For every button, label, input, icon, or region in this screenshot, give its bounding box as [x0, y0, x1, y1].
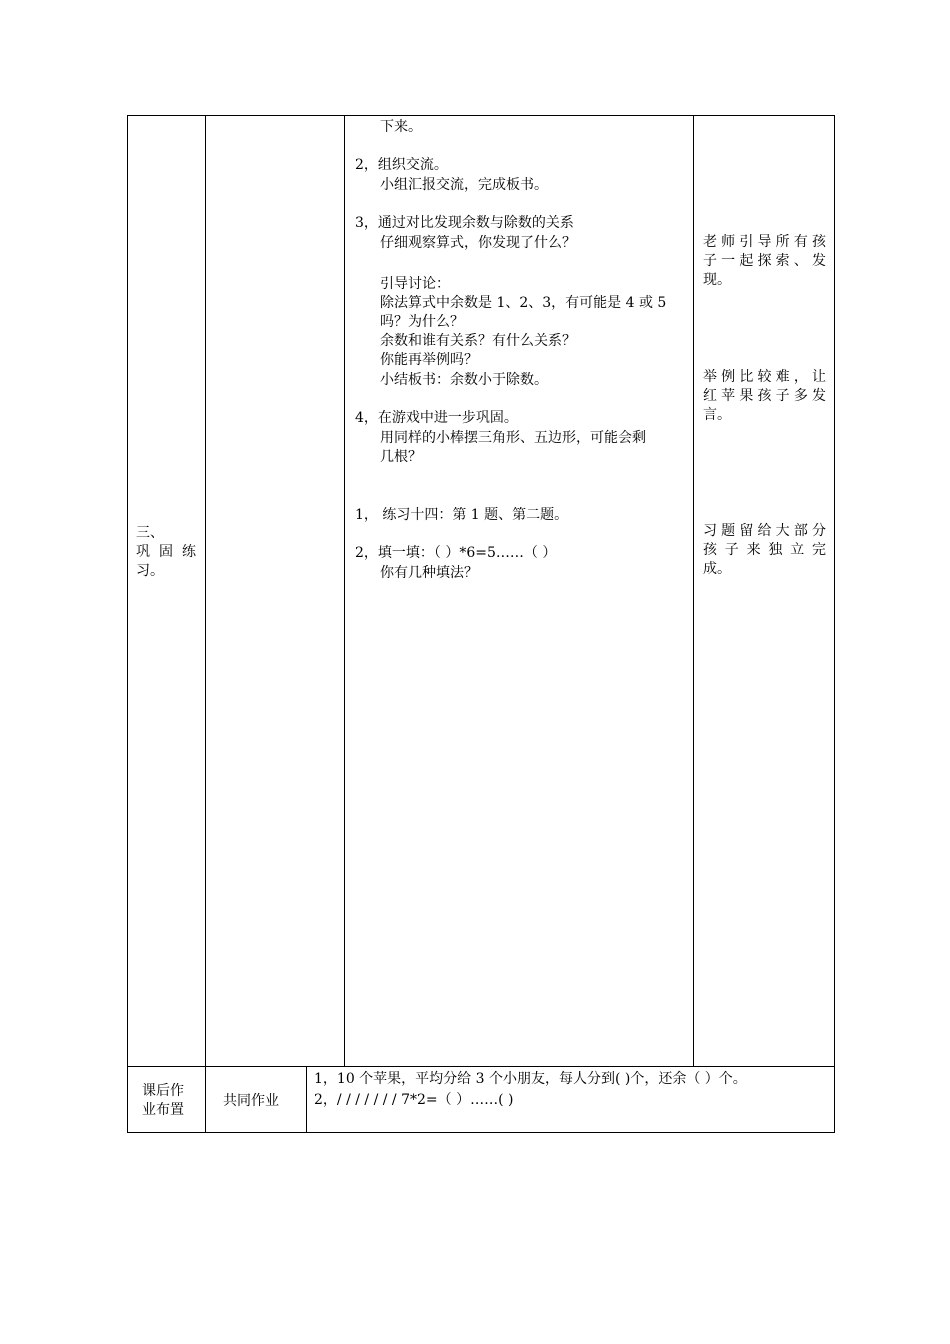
row-divider: [127, 1066, 835, 1067]
note-line: 红苹果孩子多发: [703, 388, 826, 404]
note-line: 老师引导所有孩: [703, 234, 826, 250]
main-line: 除法算式中余数是 1、2、3，有可能是 4 或 5: [380, 295, 667, 311]
homework-line: 2，/ / / / / / / 7*2=（ ）……( ): [314, 1092, 514, 1108]
border-left: [127, 115, 128, 1133]
note-line: 举例比较难，让: [703, 369, 826, 385]
section-label: 习。: [136, 563, 164, 579]
main-line: 4，在游戏中进一步巩固。: [355, 410, 518, 426]
note-line: 现。: [703, 272, 731, 288]
section-label: 三、: [136, 525, 164, 541]
main-line: 下来。: [380, 119, 422, 135]
main-line: 小结板书：余数小于除数。: [380, 372, 548, 388]
main-line: 仔细观察算式，你发现了什么？: [380, 235, 576, 251]
note-line: 成。: [703, 561, 731, 577]
note-line: 孩子来独立完: [703, 542, 826, 558]
column-divider-homework: [306, 1067, 307, 1133]
border-right: [834, 115, 835, 1133]
main-line: 3，通过对比发现余数与除数的关系: [355, 215, 574, 231]
column-divider-2: [344, 115, 345, 1067]
homework-line: 1，10 个苹果，平均分给 3 个小朋友，每人分到( )个，还余（ ）个。: [314, 1071, 747, 1087]
main-line: 用同样的小棒摆三角形、五边形，可能会剩: [380, 430, 646, 446]
main-line: 几根？: [380, 449, 422, 465]
homework-header: 课后作: [142, 1083, 184, 1099]
main-line: 1， 练习十四：第 1 题、第二题。: [355, 507, 569, 523]
main-line: 吗？为什么？: [380, 314, 464, 330]
border-bottom: [127, 1132, 835, 1133]
note-line: 言。: [703, 407, 731, 423]
border-top: [127, 115, 835, 116]
column-divider-1: [205, 115, 206, 1133]
lesson-plan-table: [127, 115, 835, 1133]
main-line: 引导讨论：: [380, 276, 450, 292]
main-line: 小组汇报交流，完成板书。: [380, 177, 548, 193]
main-line: 你能再举例吗？: [380, 352, 478, 368]
homework-type: 共同作业: [223, 1093, 279, 1109]
section-label: 巩固练: [136, 544, 196, 560]
column-divider-3: [693, 115, 694, 1067]
main-line: 2，填一填：（ ）*6=5……（ ）: [355, 545, 557, 561]
homework-header: 业布置: [142, 1102, 184, 1118]
note-line: 子一起探索、发: [703, 253, 826, 269]
main-line: 2，组织交流。: [355, 157, 448, 173]
main-line: 你有几种填法？: [380, 565, 478, 581]
main-line: 余数和谁有关系？有什么关系？: [380, 333, 576, 349]
note-line: 习题留给大部分: [703, 523, 826, 539]
